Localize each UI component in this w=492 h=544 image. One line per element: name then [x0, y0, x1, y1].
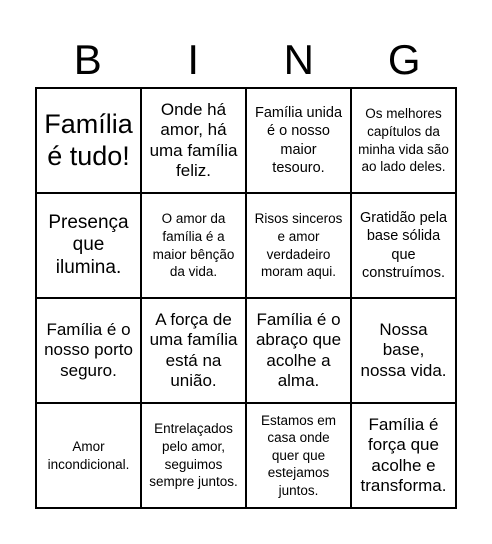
header-letter-i: I [187, 36, 200, 83]
bingo-cell[interactable]: A força de uma família está na união. [141, 298, 246, 403]
bingo-cell[interactable]: Risos sinceros e amor verdadeiro moram aqui. [246, 193, 351, 298]
bingo-cell[interactable]: Onde há amor, há uma família feliz. [141, 88, 246, 193]
header-letter-g: G [387, 36, 421, 83]
header-letter-n: N [283, 36, 314, 83]
bingo-cell[interactable]: Gratidão pela base sólida que construímos. [351, 193, 456, 298]
bingo-header [35, 34, 457, 86]
bingo-cell[interactable]: Família é força que acolhe e transforma. [351, 403, 456, 508]
bingo-board [35, 87, 457, 509]
bingo-cell[interactable]: Estamos em casa onde quer que estejamos juntos. [246, 403, 351, 508]
bingo-cell[interactable]: O amor da família é a maior bênção da vida. [141, 193, 246, 298]
bingo-cell[interactable]: Nossa base, nossa vida. [351, 298, 456, 403]
bingo-cell[interactable]: Os melhores capítulos da minha vida são ao lado deles. [351, 88, 456, 193]
header-letter-b: B [73, 36, 102, 83]
bingo-cell[interactable]: Família unida é o nosso maior tesouro. [246, 88, 351, 193]
bingo-cell[interactable]: Família é o abraço que acolhe a alma. [246, 298, 351, 403]
bingo-cell[interactable]: Amor incondicional. [36, 403, 141, 508]
bingo-cell[interactable]: Família é tudo! [36, 88, 141, 193]
bingo-cell[interactable]: Presença que ilumina. [36, 193, 141, 298]
bingo-cell[interactable]: Família é o nosso porto seguro. [36, 298, 141, 403]
bingo-cell[interactable]: Entrelaçados pelo amor, seguimos sempre juntos. [141, 403, 246, 508]
